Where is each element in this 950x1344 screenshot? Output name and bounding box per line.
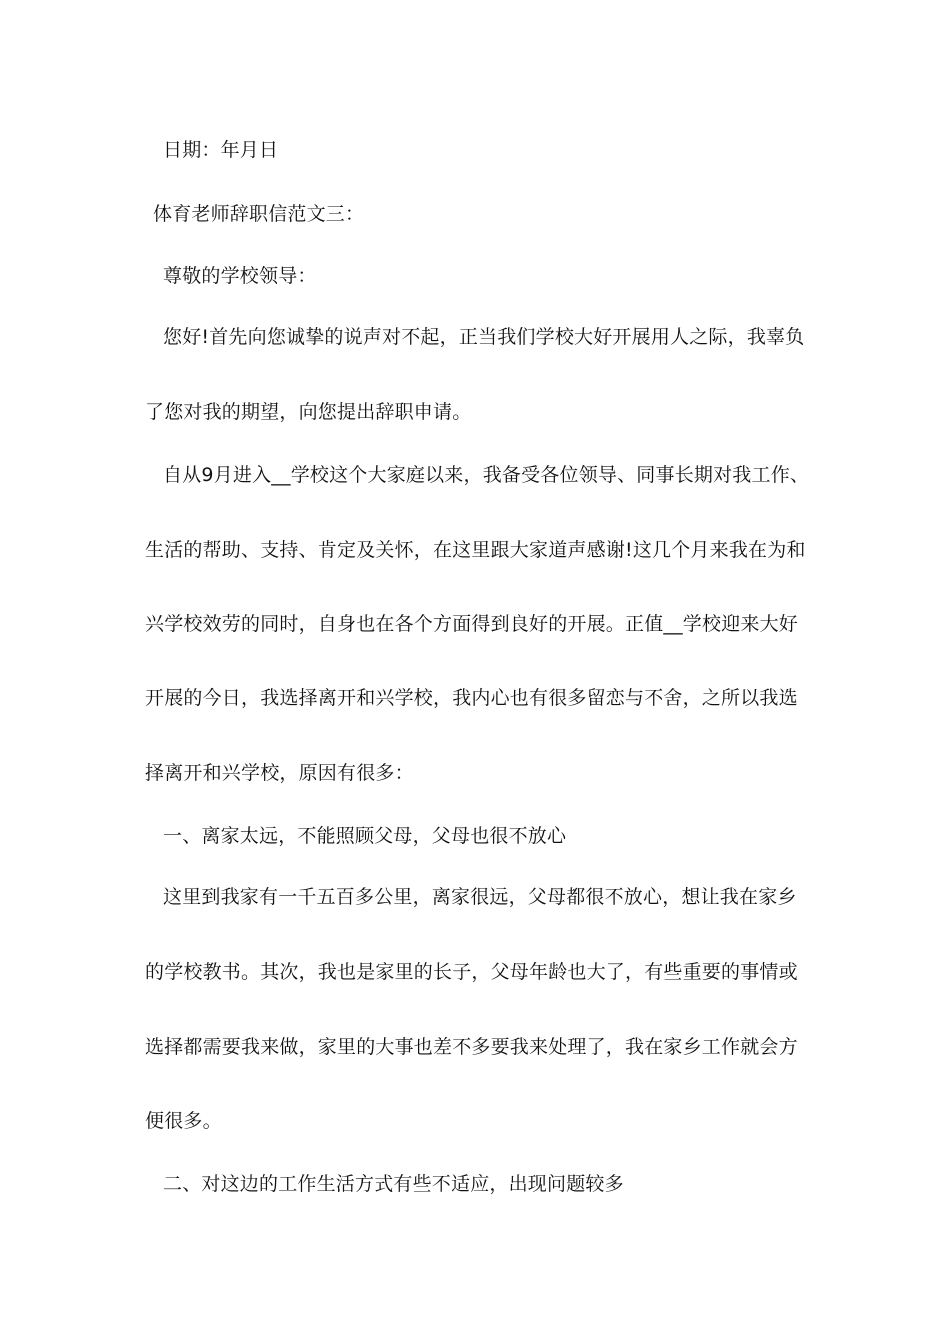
- paragraph-line: 开展的今日，我选择离开和兴学校，我内心也有很多留恋与不舍，之所以我选: [145, 687, 798, 709]
- paragraph-line: 这里到我家有一千五百多公里，离家很远，父母都很不放心，想让我在家乡: [163, 886, 797, 908]
- paragraph-line: 的学校教书。其次，我也是家里的长子，父母年龄也大了，有些重要的事情或: [145, 961, 798, 983]
- paragraph-line: 生活的帮助、支持、肯定及关怀，在这里跟大家道声感谢!这几个月来我在为和: [145, 539, 806, 561]
- paragraph-line: 您好!首先向您诚挚的说声对不起，正当我们学校大好开展用人之际，我辜负: [163, 326, 805, 348]
- section-title: 体育老师辞职信范文三：: [153, 203, 365, 225]
- date-line: 日期：年月日: [163, 139, 279, 161]
- paragraph-line: 选择都需要我来做，家里的大事也差不多要我来处理了，我在家乡工作就会方: [145, 1036, 798, 1058]
- paragraph-line: 兴学校效劳的同时，自身也在各个方面得到良好的开展。正值__学校迎来大好: [145, 613, 799, 635]
- paragraph-line: 自从9月进入__学校这个大家庭以来，我备受各位领导、同事长期对我工作、: [163, 464, 810, 486]
- paragraph-line: 择离开和兴学校，原因有很多：: [145, 762, 414, 784]
- paragraph-line: 便很多。: [145, 1110, 222, 1132]
- salutation: 尊敬的学校领导：: [163, 265, 317, 287]
- list-heading: 二、对这边的工作生活方式有些不适应，出现问题较多: [163, 1173, 624, 1195]
- list-heading: 一、离家太远，不能照顾父母，父母也很不放心: [163, 825, 567, 847]
- paragraph-line: 了您对我的期望，向您提出辞职申请。: [145, 401, 472, 423]
